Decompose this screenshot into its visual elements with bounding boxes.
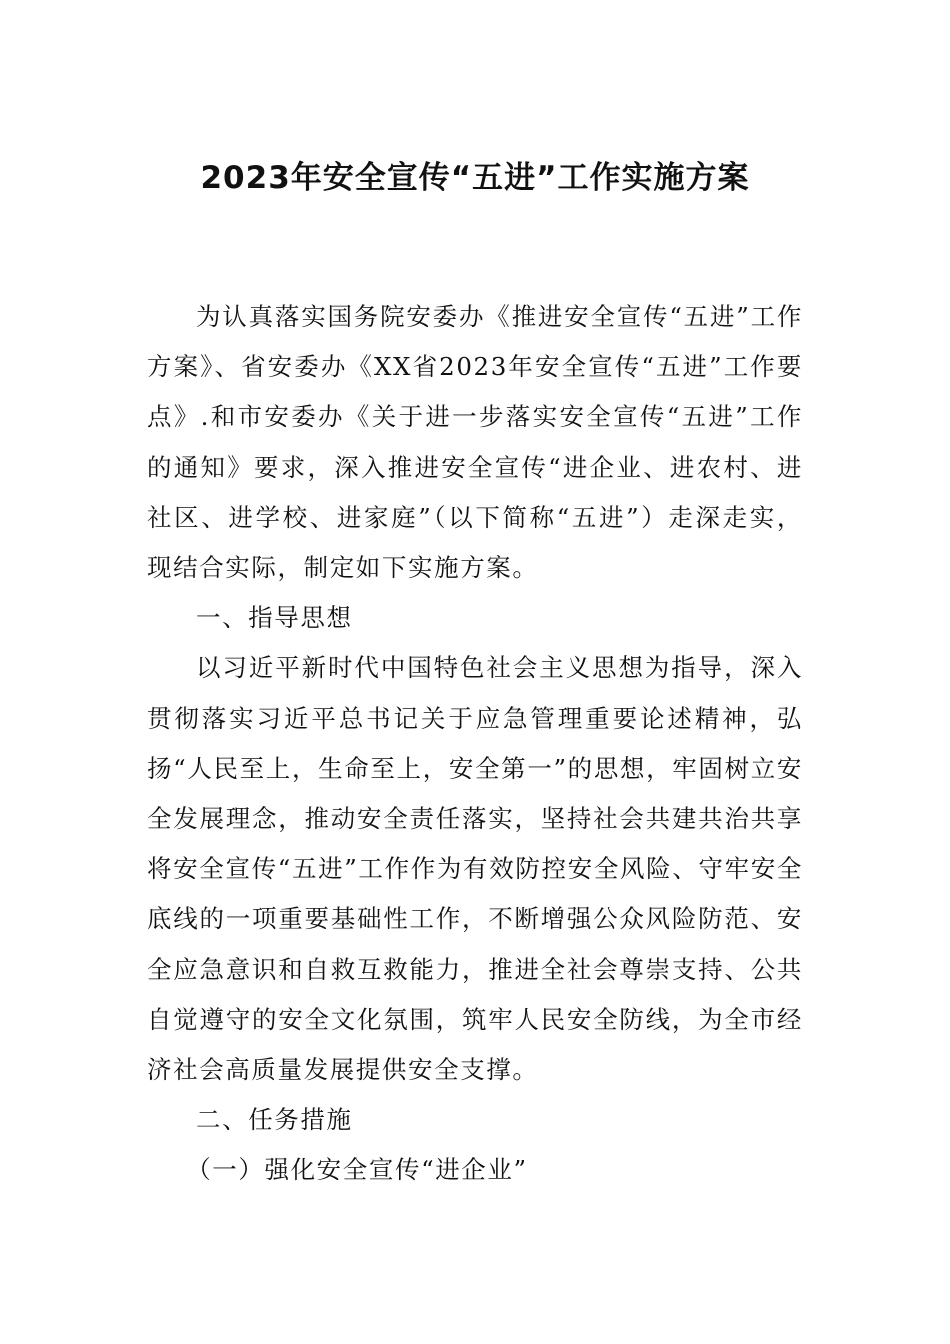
section-heading-guiding-ideology: 一、指导思想 [196, 603, 353, 633]
section-heading-task-measures: 二、任务措施 [196, 1105, 353, 1135]
guiding-ideology-paragraph: 以习近平新时代中国特色社会主义思想为指导，深入贯彻落实习近平总书记关于应急管理重要论述精神，弘扬“人民至上，生命至上，安全第一”的思想，牢固树立安全发展理念，推动安全责任落实，坚持社会共建共治共享将安全宣传“五进”工作作为有效防控安全风险、守牢安全底线的一项重要基础性工作，不断增强公众风险防范、安全应急意识和自救互救能力，推进全社会尊崇支持、公共自觉遵守的安全文化氛围，筑牢人民安全防线，为全市经济社会高质量发展提供安全支撑。 [147, 653, 803, 1085]
subsection-heading-enterprise: （一）强化安全宣传“进企业” [186, 1155, 528, 1185]
document-title: 2023年安全宣传“五进”工作实施方案 [200, 160, 750, 196]
document-body [147, 292, 803, 1196]
intro-paragraph: 为认真落实国务院安委办《推进安全宣传“五进”工作方案》、省安委办《XX省2023年安全宣传“五进”工作要点》.和市安委办《关于进一步落实安全宣传“五进”工作的通知》要求，深入推进安全宣传“进企业、进农村、进社区、进学校、进家庭”（以下简称“五进”）走深走实，现结合实际，制定如下实施方案。 [147, 302, 803, 583]
